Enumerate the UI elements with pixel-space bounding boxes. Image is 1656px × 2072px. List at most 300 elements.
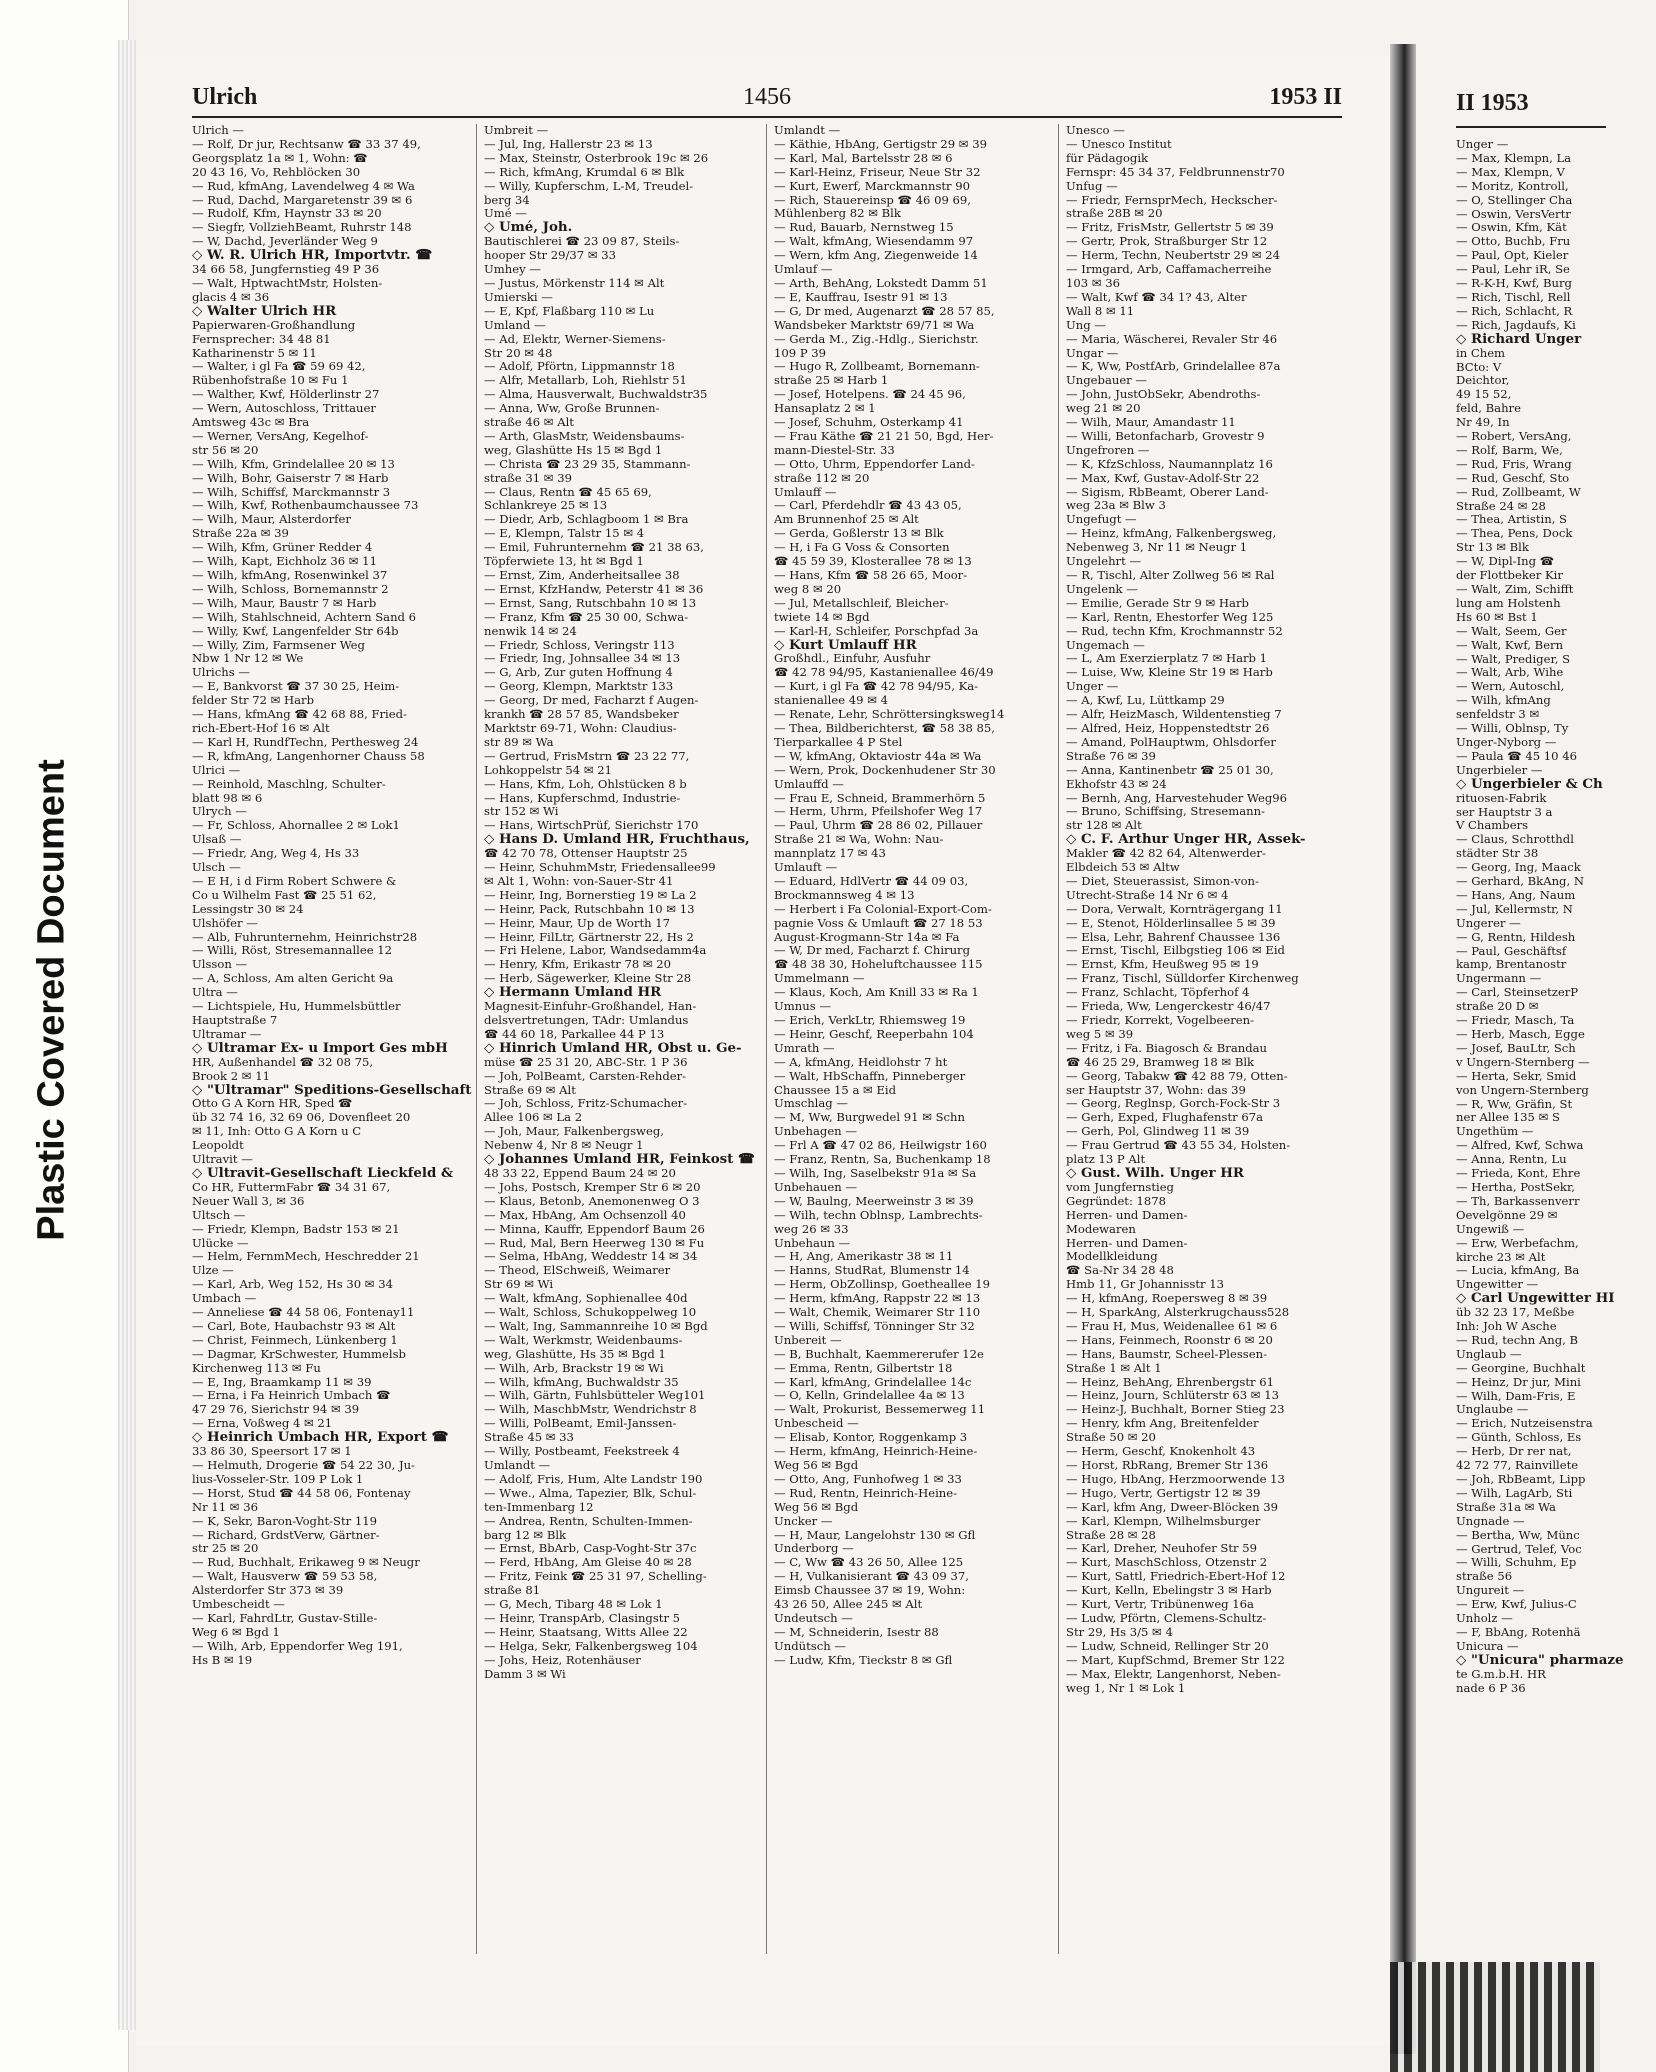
directory-entry: — Walt, Hausverw ☎ 59 53 58, [192, 1569, 378, 1584]
surname-heading: Ulücke — [192, 1235, 249, 1250]
directory-entry: straße 46 ✉ Alt [484, 415, 574, 430]
surname-heading: Unger — [1066, 679, 1119, 694]
directory-entry: — Rich, kfmAng, Krumdal 6 ✉ Blk [484, 164, 685, 179]
directory-entry: lung am Holstenh [1456, 595, 1561, 610]
directory-entry: Alsterdorfer Str 373 ✉ 39 [192, 1583, 344, 1598]
directory-entry: — Helmuth, Drogerie ☎ 54 22 30, Ju- [192, 1458, 415, 1472]
directory-entry: ten-Immenbarg 12 [484, 1499, 594, 1514]
directory-entry: — Otto, Uhrm, Eppendorfer Land- [774, 456, 975, 471]
directory-entry: — Max, Klempn, V [1456, 164, 1565, 179]
directory-entry: — W, Dipl-Ing ☎ [1456, 554, 1555, 569]
directory-entry: — Walt, Prediger, S [1456, 651, 1571, 666]
directory-entry: — Arth, BehAng, Lokstedt Damm 51 [774, 275, 988, 290]
directory-entry: — Walt, kfmAng, Sophienallee 40d [484, 1291, 688, 1306]
directory-entry: — Wilh, MaschbMstr, Wendrichstr 8 [484, 1402, 697, 1417]
directory-entry: — Gertrud, Telef, Voc [1456, 1541, 1582, 1556]
directory-entry: Damm 3 ✉ Wi [484, 1666, 566, 1681]
directory-entry: 48 33 22, Eppend Baum 24 ✉ 20 [484, 1165, 676, 1180]
directory-entry: — Walt, Prokurist, Bessemerweg 11 [774, 1402, 986, 1417]
directory-entry: — E, Ing, Braamkamp 11 ✉ 39 [192, 1374, 372, 1389]
directory-entry: — Hugo, HbAng, Herzmoorwende 13 [1066, 1471, 1285, 1486]
surname-heading: Unbehagen — [774, 1124, 857, 1139]
directory-entry: — B, Buchhalt, Kaemmererufer 12e [774, 1346, 984, 1361]
directory-entry: — Wilh, Dam-Fris, E [1456, 1388, 1576, 1403]
directory-entry: von Ungern-Sternberg [1456, 1082, 1589, 1097]
directory-entry: — Erw, Kwf, Julius-C [1456, 1597, 1577, 1612]
directory-entry: — Walt, Chemik, Weimarer Str 110 [774, 1305, 981, 1320]
directory-entry: — M, Schneiderin, Isestr 88 [774, 1624, 939, 1639]
directory-entry: Leopoldt [192, 1138, 244, 1153]
directory-entry: — Franz, Kfm ☎ 25 30 00, Schwa- [484, 609, 689, 624]
header-page-number: 1456 [743, 84, 791, 110]
directory-page [136, 56, 1390, 2046]
directory-entry: — Friedr, Ing, Johnsallee 34 ✉ 13 [484, 651, 681, 666]
directory-entry: Chaussee 15 a ✉ Eid [774, 1082, 897, 1097]
surname-heading: Unfug — [1066, 178, 1118, 193]
firm-entry: ◇ W. R. Ulrich HR, Importvtr. ☎ [192, 247, 433, 264]
directory-entry: — Willi, Betonfacharb, Grovestr 9 [1066, 428, 1265, 443]
directory-entry: — Wern, kfm Ang, Ziegenweide 14 [774, 248, 978, 263]
surname-heading: Umlauff — [774, 484, 837, 499]
directory-entry: — O, Stellinger Cha [1456, 192, 1573, 207]
directory-entry: — E, Kauffrau, Isestr 91 ✉ 13 [774, 289, 948, 304]
directory-entry: — W, kfmAng, Oktaviostr 44a ✉ Wa [774, 748, 982, 763]
directory-entry: üb 32 74 16, 32 69 06, Dovenfleet 20 [192, 1110, 411, 1125]
next-page-partial [1416, 60, 1624, 2050]
surname-heading: Ungerer — [1456, 915, 1521, 930]
directory-entry: — Frau E, Schneid, Brammerhörn 5 [774, 790, 986, 805]
directory-entry: — Walt, Kwf ☎ 34 1? 43, Alter [1066, 289, 1247, 304]
directory-entry: Eimsb Chaussee 37 ✉ 19, Wohn: [774, 1583, 966, 1598]
directory-entry: — Karl, Dreher, Neuhofer Str 59 [1066, 1541, 1258, 1556]
directory-entry: — Wern, Prok, Dockenhudener Str 30 [774, 762, 996, 777]
directory-entry: — Rich, Schlacht, R [1456, 303, 1573, 318]
directory-entry: weg 26 ✉ 33 [774, 1221, 849, 1236]
surname-heading: Ulrici — [192, 762, 241, 777]
directory-entry: Mühlenberg 82 ✉ Blk [774, 206, 901, 221]
directory-entry: — Karl, kfmAng, Grindelallee 14c [774, 1374, 972, 1389]
directory-entry: nade 6 P 36 [1456, 1680, 1526, 1695]
directory-entry: — Alma, Hausverwalt, Buchwaldstr35 [484, 387, 708, 402]
directory-entry: — H, i Fa G Voss & Consorten [774, 540, 950, 555]
directory-entry: — Rud, Mal, Bern Heerweg 130 ✉ Fu [484, 1235, 705, 1250]
directory-entry: — Walt, HbSchaffn, Pinneberger [774, 1068, 966, 1083]
directory-entry: Herren- und Damen- [1066, 1235, 1188, 1250]
directory-entry: — Theod, ElSchweiß, Weimarer [484, 1263, 671, 1278]
surname-heading: Underborg — [774, 1541, 854, 1556]
directory-entry: — Claus, Schrotthdl [1456, 832, 1574, 847]
firm-entry: ◇ Gust. Wilh. Unger HR [1066, 1164, 1245, 1181]
surname-heading: Unger-Nyborg — [1456, 734, 1557, 749]
directory-entry: — Heinr, SchuhmMstr, Friedensallee99 [484, 860, 716, 875]
directory-entry: — Willi, Schiffsf, Tönninger Str 32 [774, 1318, 975, 1333]
directory-entry: — L, Am Exerzierplatz 7 ✉ Harb 1 [1066, 651, 1268, 666]
directory-entry: — Kurt, i gl Fa ☎ 42 78 94/95, Ka- [774, 679, 979, 694]
directory-entry: Straße 69 ✉ Alt [484, 1082, 576, 1097]
directory-entry: straße 20 D ✉ [1456, 999, 1539, 1014]
directory-entry: Herren- und Damen- [1066, 1207, 1188, 1222]
directory-entry: — Richard, GrdstVerw, Gärtner- [192, 1527, 380, 1542]
directory-entry: — Günth, Schloss, Es [1456, 1430, 1582, 1445]
directory-entry: 43 26 50, Allee 245 ✉ Alt [774, 1597, 923, 1612]
directory-entry: — Henry, Kfm, Erikastr 78 ✉ 20 [484, 957, 672, 972]
directory-entry: Nr 49, In [1456, 415, 1510, 430]
directory-entry: kirche 23 ✉ Alt [1456, 1249, 1546, 1264]
directory-entry: — Alfr, Metallarb, Loh, Riehlstr 51 [484, 373, 687, 388]
directory-entry: — Rich, Tischl, Rell [1456, 289, 1571, 304]
directory-entry: — R-K-H, Kwf, Burg [1456, 276, 1572, 291]
directory-entry: — Helm, FernmMech, Heschredder 21 [192, 1249, 420, 1264]
surname-heading: Ultramar — [192, 1026, 262, 1041]
directory-entry: — K, Ww, PostfArb, Grindelallee 87a [1066, 359, 1281, 374]
directory-entry: platz 13 P Alt [1066, 1152, 1146, 1167]
directory-entry: — G, Arb, Zur guten Hoffnung 4 [484, 665, 673, 680]
directory-entry: — Lichtspiele, Hu, Hummelsbüttler [192, 999, 401, 1014]
directory-entry: — Ludw, Kfm, Tieckstr 8 ✉ Gfl [774, 1652, 953, 1667]
directory-column-1 [192, 124, 470, 1964]
directory-entry: delsvertretungen, TAdr: Umlandus [484, 1013, 689, 1027]
directory-entry: — Rud, Zollbeamt, W [1456, 484, 1581, 499]
directory-entry: rituosen-Fabrik [1456, 790, 1547, 805]
directory-entry: — Hans, WirtschPrüf, Sierichstr 170 [484, 818, 699, 833]
directory-entry: — H, Vulkanisierant ☎ 43 09 37, [774, 1569, 969, 1584]
directory-entry: felder Str 72 ✉ Harb [192, 693, 315, 708]
surname-heading: v Ungern-Sternberg — [1456, 1054, 1590, 1069]
directory-entry: Elbdeich 53 ✉ Altw [1066, 860, 1180, 875]
directory-entry: — Gerhard, BkAng, N [1456, 874, 1584, 889]
directory-entry: — Herm, Uhrm, Pfeilshofer Weg 17 [774, 804, 983, 819]
directory-entry: — Josef, Hotelpens. ☎ 24 45 96, [774, 387, 966, 402]
directory-entry: städter Str 38 [1456, 846, 1539, 861]
directory-entry: — Hans, Kupferschmd, Industrie- [484, 790, 681, 805]
directory-entry: Straße 45 ✉ 33 [484, 1430, 574, 1445]
surname-heading: Umierski — [484, 289, 553, 304]
surname-heading: Umhey — [484, 262, 541, 277]
directory-entry: weg 21 ✉ 20 [1066, 401, 1141, 416]
directory-entry: — Klaus, Betonb, Anemonenweg O 3 [484, 1193, 700, 1208]
directory-entry: str 128 ✉ Alt [1066, 818, 1142, 833]
directory-entry: — Walt, kfmAng, Wiesendamm 97 [774, 234, 974, 249]
directory-entry: Katharinenstr 5 ✉ 11 [192, 345, 317, 360]
directory-entry: — Ludw, Schneid, Rellinger Str 20 [1066, 1638, 1269, 1653]
directory-entry: — Adolf, Pförtn, Lippmannstr 18 [484, 359, 675, 374]
directory-entry: — Heinz, kfmAng, Falkenbergsweg, [1066, 526, 1277, 541]
firm-entry: ◇ Hans D. Umland HR, Fruchthaus, [484, 831, 750, 848]
directory-entry: Neuer Wall 3, ✉ 36 [192, 1193, 305, 1208]
directory-entry: weg 5 ✉ 39 [1066, 1026, 1134, 1041]
directory-entry: — Wilh, Kfm, Grindelallee 20 ✉ 13 [192, 456, 395, 471]
directory-entry: Fernspr: 45 34 37, Feldbrunnenstr70 [1066, 164, 1285, 179]
directory-entry: Straße 50 ✉ 20 [1066, 1430, 1156, 1445]
directory-entry: — Walt, Zim, Schifft [1456, 582, 1574, 596]
directory-entry: Marktstr 69-71, Wohn: Claudius- [484, 720, 677, 735]
directory-entry: — Ferd, HbAng, Am Gleise 40 ✉ 28 [484, 1555, 692, 1570]
firm-entry: ◇ Kurt Umlauff HR [774, 636, 917, 653]
directory-entry: — Rudolf, Kfm, Haynstr 33 ✉ 20 [192, 206, 382, 221]
directory-entry: — Fritz, i Fa. Biagosch & Brandau [1066, 1040, 1268, 1055]
directory-entry: — Erna, i Fa Heinrich Umbach ☎ [192, 1388, 391, 1403]
surname-heading: Umlandt — [774, 123, 841, 137]
directory-entry: weg, Glashütte Hs 15 ✉ Bgd 1 [484, 442, 663, 457]
directory-entry: 47 29 76, Sierichstr 94 ✉ 39 [192, 1402, 360, 1417]
directory-entry: — Fritz, FrisMstr, Gellertstr 5 ✉ 39 [1066, 220, 1274, 235]
directory-entry: — A, Schloss, Am alten Gericht 9a [192, 971, 394, 986]
surname-heading: Umrath — [774, 1040, 835, 1055]
directory-entry: — Frau Käthe ☎ 21 21 50, Bgd, Her- [774, 428, 994, 443]
directory-entry: — Friedr, Ang, Weg 4, Hs 33 [192, 846, 360, 861]
surname-heading: Ungefroren — [1066, 442, 1150, 457]
surname-heading: Unbehauen — [774, 1179, 857, 1194]
directory-entry: Co HR, FuttermFabr ☎ 34 31 67, [192, 1179, 391, 1194]
directory-entry: Makler ☎ 42 82 64, Altenwerder- [1066, 846, 1266, 861]
surname-heading: Ungerbieler — [1456, 762, 1543, 777]
directory-entry: straße 28B ✉ 20 [1066, 206, 1163, 221]
directory-entry: — Walther, Kwf, Hölderlinstr 27 [192, 387, 380, 402]
directory-entry: — Claus, Rentn ☎ 45 65 69, [484, 484, 652, 499]
directory-entry: — Wilh, kfmAng, Rosenwinkel 37 [192, 568, 388, 582]
directory-entry: — Heinr, Maur, Up de Worth 17 [484, 915, 671, 930]
directory-entry: — R, Tischl, Alter Zollweg 56 ✉ Ral [1066, 568, 1275, 582]
directory-entry: — H, Maur, Langelohstr 130 ✉ Gfl [774, 1527, 976, 1542]
firm-entry: ◇ Ungerbieler & Ch [1456, 775, 1603, 792]
directory-entry: — Eduard, HdlVertr ☎ 44 09 03, [774, 873, 969, 888]
surname-heading: Ungewitter — [1456, 1277, 1539, 1292]
directory-entry: — Walter, i gl Fa ☎ 59 69 42, [192, 359, 366, 374]
directory-entry: Gegründet: 1878 [1066, 1193, 1167, 1208]
plastic-cover-label: Plastic Covered Document [30, 759, 73, 1241]
directory-entry: 103 ✉ 36 [1066, 275, 1120, 290]
page-header [192, 80, 1342, 118]
directory-entry: barg 12 ✉ Blk [484, 1527, 567, 1542]
surname-heading: Ungnade — [1456, 1513, 1525, 1528]
directory-entry: Brook 2 ✉ 11 [192, 1068, 270, 1083]
directory-entry: — Franz, Schlacht, Töpferhof 4 [1066, 985, 1250, 1000]
directory-entry: weg 23a ✉ Blw 3 [1066, 498, 1166, 513]
directory-entry: — Andrea, Rentn, Schulten-Immen- [484, 1513, 693, 1528]
surname-heading: Ulrych — [192, 804, 247, 819]
directory-entry: — E, Stenot, Hölderlinsallee 5 ✉ 39 [1066, 915, 1276, 930]
directory-entry: — Luise, Ww, Kleine Str 19 ✉ Harb [1066, 665, 1273, 680]
surname-heading: Ungar — [1066, 345, 1119, 360]
directory-entry: Hansaplatz 2 ✉ 1 [774, 401, 876, 416]
directory-entry: Straße 76 ✉ 39 [1066, 748, 1156, 763]
directory-entry: — Walt, Schloss, Schukoppelweg 10 [484, 1305, 697, 1320]
directory-entry: straße 31 ✉ 39 [484, 470, 572, 485]
directory-entry: — Frieda, Ww, Lengerckestr 46/47 [1066, 999, 1271, 1014]
surname-heading: Umé — [484, 206, 527, 221]
directory-entry: — Kurt, MaschSchloss, Otzenstr 2 [1066, 1555, 1268, 1570]
directory-entry: Großhdl., Einfuhr, Ausfuhr [774, 651, 931, 666]
directory-entry: — Frau Gertrud ☎ 43 55 34, Holsten- [1066, 1138, 1291, 1153]
directory-entry: — Karl-H, Schleifer, Porschpfad 3a [774, 623, 979, 638]
directory-entry: hooper Str 29/37 ✉ 33 [484, 248, 617, 263]
directory-entry: — Georg, Tabakw ☎ 42 88 79, Otten- [1066, 1068, 1288, 1083]
surname-heading: Ulshöfer — [192, 915, 258, 930]
surname-heading: Uncker — [774, 1513, 833, 1528]
directory-entry: — Elsa, Lehr, Bahrenf Chaussee 136 [1066, 929, 1281, 944]
directory-entry: — Ernst, KfzHandw, Peterstr 41 ✉ 36 [484, 581, 704, 596]
directory-entry: — Robert, VersAng, [1456, 429, 1572, 444]
directory-entry: — Willy, Zim, Farmsener Weg [192, 637, 365, 652]
directory-entry: — Unesco Institut [1066, 136, 1172, 151]
directory-entry: — Heinz, BehAng, Ehrenbergstr 61 [1066, 1374, 1275, 1389]
film-edge-marks [1390, 1962, 1600, 2072]
surname-heading: Ulze — [192, 1263, 234, 1278]
directory-entry: senfeldstr 3 ✉ [1456, 707, 1540, 722]
directory-entry: Lessingstr 30 ✉ 24 [192, 901, 304, 916]
directory-entry: — E H, i d Firm Robert Schwere & [192, 873, 397, 888]
directory-entry: — Herbert i Fa Colonial-Export-Com- [774, 901, 992, 916]
directory-entry: Weg 6 ✉ Bgd 1 [192, 1624, 280, 1639]
directory-entry: Co u Wilhelm Fast ☎ 25 51 62, [192, 887, 377, 902]
directory-entry: — Willi, PolBeamt, Emil-Janssen- [484, 1416, 677, 1431]
directory-entry: — Frau H, Mus, Weidenallee 61 ✉ 6 [1066, 1318, 1278, 1333]
directory-entry: — Friedr, FernsprMech, Heckscher- [1066, 192, 1278, 207]
surname-heading: Ulsson — [192, 957, 248, 972]
directory-entry: — Rolf, Barm, We, [1456, 442, 1563, 457]
directory-entry: — Ludw, Pförtn, Clemens-Schultz- [1066, 1610, 1267, 1625]
directory-entry: — Rud, Dachd, Margaretenstr 39 ✉ 6 [192, 192, 413, 207]
directory-entry: Magnesit-Einfuhr-Großhandel, Han- [484, 999, 697, 1014]
directory-entry: nenwik 14 ✉ 24 [484, 623, 577, 638]
column-divider [1058, 124, 1059, 1954]
firm-entry: ◇ Ultravit-Gesellschaft Lieckfeld & [192, 1164, 454, 1181]
directory-entry: — M, Ww, Burgwedel 91 ✉ Schn [774, 1110, 965, 1125]
directory-entry: — Heinz, Dr jur, Mini [1456, 1374, 1581, 1389]
directory-entry: — Willy, Kwf, Langenfelder Str 64b [192, 623, 399, 638]
directory-entry: — Carl, Bote, Haubachstr 93 ✉ Alt [192, 1318, 396, 1333]
directory-entry: — Johs, Heiz, Rotenhäuser [484, 1652, 641, 1667]
directory-entry: — Hugo R, Zollbeamt, Bornemann- [774, 359, 980, 374]
directory-entry: — Rich, Jagdaufs, Ki [1456, 317, 1576, 332]
directory-entry: — Karl, Klempn, Wilhelmsburger [1066, 1513, 1261, 1528]
directory-entry: — Wilh, Bohr, Gaiserstr 7 ✉ Harb [192, 470, 389, 485]
directory-entry: — Gerh, Exped, Flughafenstr 67a [1066, 1110, 1263, 1125]
surname-heading: Umlauft — [774, 860, 838, 875]
directory-entry: straße 25 ✉ Harb 1 [774, 373, 889, 388]
directory-entry: Straße 22a ✉ 39 [192, 526, 289, 541]
directory-entry: — Erw, Werbefachm, [1456, 1235, 1579, 1250]
directory-entry: — Klaus, Koch, Am Knill 33 ✉ Ra 1 [774, 985, 979, 1000]
directory-entry: 34 66 58, Jungfernstieg 49 P 36 [192, 262, 380, 277]
directory-entry: üb 32 23 17, Meßbe [1456, 1305, 1575, 1320]
directory-column-2 [484, 124, 760, 1964]
directory-entry: — Diedr, Arb, Schlagboom 1 ✉ Bra [484, 512, 689, 527]
directory-entry: 33 86 30, Speersort 17 ✉ 1 [192, 1444, 352, 1459]
firm-entry: ◇ Richard Unger [1456, 330, 1582, 347]
directory-entry: — Herb, Masch, Egge [1456, 1027, 1585, 1041]
directory-entry: — Herm, kfmAng, Heinrich-Heine- [774, 1444, 978, 1459]
directory-entry: — Frieda, Kont, Ehre [1456, 1166, 1581, 1181]
directory-entry: Modewaren [1066, 1221, 1136, 1236]
directory-entry: — Amand, PolHauptwm, Ohlsdorfer [1066, 734, 1276, 749]
directory-entry: — Rich, Stauereinsp ☎ 46 09 69, [774, 192, 971, 207]
directory-entry: — Anna, Ww, Große Brunnen- [484, 401, 660, 416]
directory-entry: — Erna, Voßweg 4 ✉ 21 [192, 1416, 333, 1431]
directory-entry: Str 20 ✉ 48 [484, 345, 553, 360]
directory-entry: rich-Ebert-Hof 16 ✉ Alt [192, 720, 330, 735]
directory-entry: — Anna, Kantinenbetr ☎ 25 01 30, [1066, 762, 1274, 777]
directory-entry: — Wilh, techn Oblnsp, Lambrechts- [774, 1207, 983, 1222]
directory-entry: — Kurt, Ewerf, Marckmannstr 90 [774, 178, 971, 193]
directory-entry: — Karl, Mal, Bartelsstr 28 ✉ 6 [774, 150, 953, 165]
firm-entry: ◇ Umé, Joh. [484, 219, 573, 236]
directory-entry: — Ernst, Kfm, Heußweg 95 ✉ 19 [1066, 957, 1259, 972]
directory-entry: — Willi, Oblnsp, Ty [1456, 721, 1569, 736]
directory-column-3 [774, 124, 1052, 1964]
directory-entry: — K, KfzSchloss, Naumannplatz 16 [1066, 456, 1273, 471]
directory-entry: mann-Diestel-Str. 33 [774, 442, 895, 457]
directory-entry: straße 81 [484, 1583, 541, 1598]
directory-entry: Rübenhofstraße 10 ✉ Fu 1 [192, 373, 349, 388]
directory-entry: — Hans, Baumstr, Scheel-Plessen- [1066, 1346, 1267, 1361]
directory-entry: ☎ 44 60 18, Parkallee 44 P 13 [484, 1026, 665, 1041]
directory-entry: — H, kfmAng, Roepersweg 8 ✉ 39 [1066, 1291, 1268, 1306]
directory-entry: — F, BbAng, Rotenhä [1456, 1624, 1581, 1639]
directory-entry: — Arth, GlasMstr, Weidensbaums- [484, 428, 685, 443]
directory-entry: Straße 31a ✉ Wa [1456, 1499, 1556, 1514]
directory-entry: — Rud, techn Kfm, Krochmannstr 52 [1066, 623, 1283, 638]
directory-entry: ner Allee 135 ✉ S [1456, 1110, 1560, 1125]
directory-entry: ☎ 45 59 39, Klosterallee 78 ✉ 13 [774, 554, 972, 569]
directory-entry: — Karl, Arb, Weg 152, Hs 30 ✉ 34 [192, 1277, 393, 1292]
firm-entry: ◇ Hinrich Umland HR, Obst u. Ge- [484, 1039, 742, 1056]
directory-entry: — Moritz, Kontroll, [1456, 178, 1569, 193]
directory-entry: Straße 21 ✉ Wa, Wohn: Nau- [774, 832, 944, 847]
directory-entry: — Wilh, Kwf, Rothenbaumchaussee 73 [192, 498, 419, 513]
directory-entry: — Wilh, Stahlschneid, Achtern Sand 6 [192, 609, 417, 624]
directory-entry: Str 69 ✉ Wi [484, 1277, 554, 1292]
directory-entry: Tierparkallee 4 P Stel [774, 734, 903, 749]
directory-entry: — Paula ☎ 45 10 46 [1456, 748, 1577, 763]
directory-entry: — Carl, Pferdehdlr ☎ 43 43 05, [774, 498, 962, 513]
surname-heading: Umbach — [192, 1291, 257, 1306]
surname-heading: Unbehaun — [774, 1235, 851, 1250]
directory-entry: — Karl, FahrdLtr, Gustav-Stille- [192, 1610, 378, 1625]
directory-entry: — W, Dr med, Facharzt f. Chirurg [774, 943, 971, 958]
firm-entry: ◇ "Ultramar" Speditions-Gesellschaft [192, 1081, 472, 1098]
directory-entry: str 152 ✉ Wi [484, 804, 559, 819]
directory-entry: ser Hauptstr 3 a [1456, 804, 1553, 819]
directory-entry: straße 56 [1456, 1569, 1513, 1584]
surname-heading: Unger — [1456, 137, 1509, 151]
directory-entry: — Bruno, Schiffsing, Stresemann- [1066, 804, 1265, 819]
directory-entry: — Rolf, Dr jur, Rechtsanw ☎ 33 37 49, [192, 136, 421, 151]
directory-entry: — Carl, SteinsetzerP [1456, 985, 1579, 1000]
directory-entry: Straße 24 ✉ 28 [1456, 498, 1546, 513]
directory-entry: — Wilh, Arb, Brackstr 19 ✉ Wi [484, 1360, 664, 1375]
directory-entry: — Alfred, Kwf, Schwa [1456, 1138, 1584, 1153]
directory-entry: — Rud, Buchhalt, Erikaweg 9 ✉ Neugr [192, 1555, 420, 1570]
page-edges [118, 40, 136, 2030]
surname-heading: Unholz — [1456, 1611, 1513, 1626]
column-divider [476, 124, 477, 1954]
directory-entry: — Walt, Arb, Wihe [1456, 665, 1564, 680]
directory-entry: Fernsprecher: 34 48 81 [192, 331, 331, 346]
surname-heading: Ummelmann — [774, 971, 865, 986]
surname-heading: Ultra — [192, 985, 238, 1000]
directory-entry: — H, SparkAng, Alsterkrugchauss528 [1066, 1305, 1290, 1320]
directory-entry: Papierwaren-Großhandlung [192, 317, 356, 332]
directory-entry: — Otto, Buchb, Fru [1456, 234, 1571, 249]
surname-heading: Umlandt — [484, 1458, 551, 1472]
directory-entry: Hmb 11, Gr Johannisstr 13 [1066, 1277, 1225, 1292]
directory-entry: — Dagmar, KrSchwester, Hummelsb [192, 1346, 406, 1361]
directory-entry: Bautischlerei ☎ 23 09 87, Steils- [484, 234, 680, 249]
surname-heading: Ungemach — [1066, 637, 1145, 652]
firm-entry: ◇ Heinrich Umbach HR, Export ☎ [192, 1429, 449, 1446]
directory-entry: — Alfr, HeizMasch, Wildentenstieg 7 [1066, 707, 1282, 722]
